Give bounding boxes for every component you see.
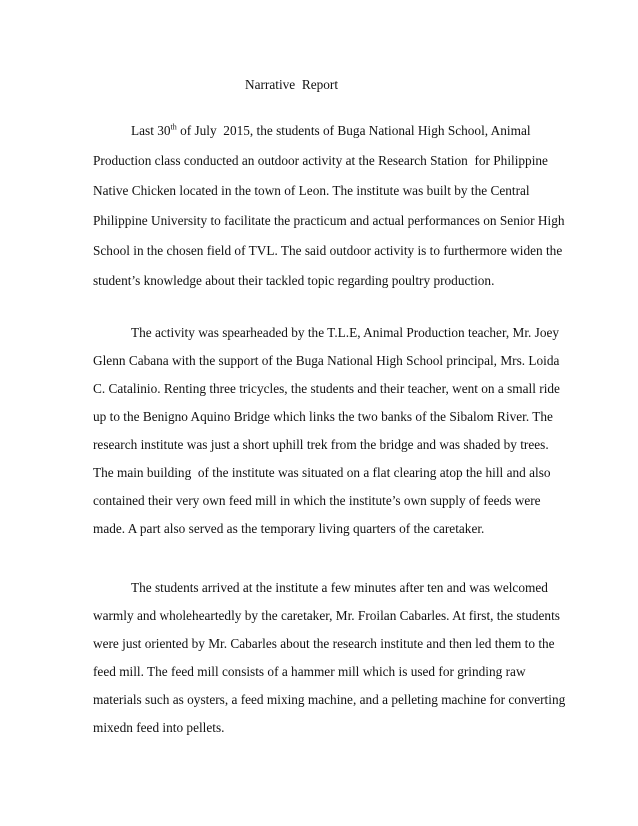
- ordinal-superscript: th: [170, 122, 177, 132]
- paragraph-line: made. A part also served as the temporary living quarters of the caretaker.: [93, 521, 485, 536]
- paragraph-line: research institute was just a short uphill trek from the bridge and was shaded by trees.: [93, 437, 549, 452]
- paragraph-line: student’s knowledge about their tackled topic regarding poultry production.: [93, 273, 495, 288]
- paragraph-line: Production class conducted an outdoor activity at the Research Station for Philippine: [93, 153, 548, 168]
- report-title: Narrative Report: [245, 77, 339, 92]
- line-text-end: of July 2015, the students of Buga National High School, Animal: [176, 123, 531, 138]
- paragraph-line: materials such as oysters, a feed mixing machine, and a pelleting machine for converting: [93, 692, 566, 707]
- paragraph-line: Glenn Cabana with the support of the Buga National High School principal, Mrs. Loida: [93, 353, 560, 368]
- paragraph-line: The activity was spearheaded by the T.L.E, Animal Production teacher, Mr. Joey: [131, 325, 560, 340]
- paragraph-line: were just oriented by Mr. Cabarles about the research institute and then led them to the: [93, 636, 555, 651]
- paragraph-line: mixedn feed into pellets.: [93, 720, 225, 735]
- paragraph-line: contained their very own feed mill in which the institute’s own supply of feeds were: [93, 493, 541, 508]
- paragraph-line: [131, 123, 531, 139]
- paragraph-line: feed mill. The feed mill consists of a hammer mill which is used for grinding raw: [93, 664, 526, 679]
- paragraph-line: C. Catalinio. Renting three tricycles, the students and their teacher, went on a small ride: [93, 381, 560, 396]
- paragraph-line: School in the chosen field of TVL. The said outdoor activity is to furthermore widen the: [93, 243, 563, 258]
- paragraph-line: Native Chicken located in the town of Leon. The institute was built by the Central: [93, 183, 530, 198]
- paragraph-line: Philippine University to facilitate the practicum and actual performances on Senior High: [93, 213, 565, 228]
- line-text-start: Last 30: [131, 123, 171, 138]
- paragraph-line: The students arrived at the institute a few minutes after ten and was welcomed: [131, 580, 548, 595]
- paragraph-line: The main building of the institute was situated on a flat clearing atop the hill and also: [93, 465, 551, 480]
- paragraph-line: warmly and wholeheartedly by the caretaker, Mr. Froilan Cabarles. At first, the students: [93, 608, 560, 623]
- paragraph-line: up to the Benigno Aquino Bridge which links the two banks of the Sibalom River. The: [93, 409, 553, 424]
